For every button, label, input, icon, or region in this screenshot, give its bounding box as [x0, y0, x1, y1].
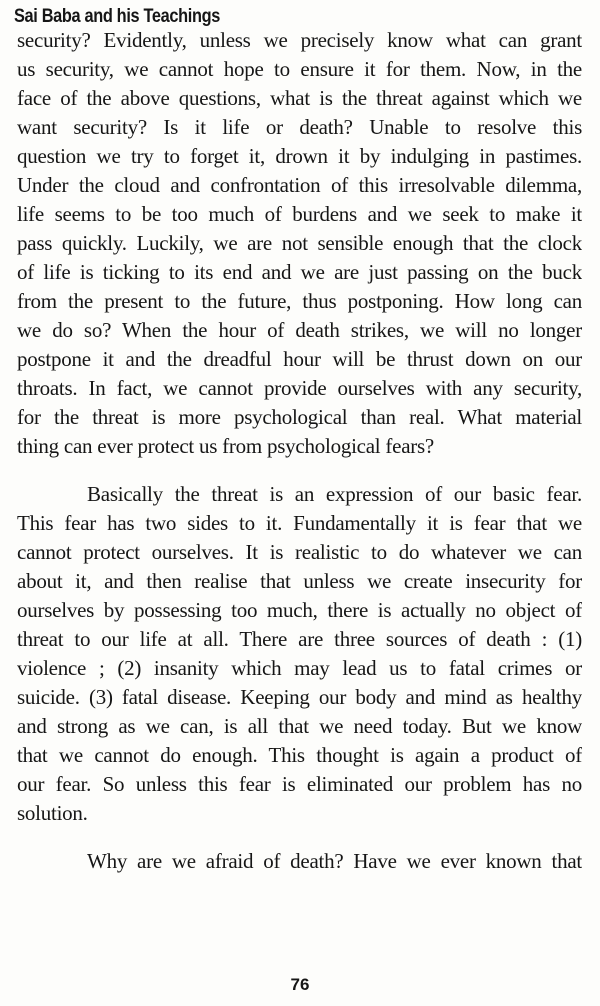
- text-line: about it, and then realise that unless we create insecurity for: [17, 569, 582, 593]
- text-line: pass quickly. Luckily, we are not sensible enough that the clock: [17, 231, 582, 255]
- text-line: cannot protect ourselves. It is realistic to do whatever we can: [17, 540, 582, 564]
- text-line: postpone it and the dreadful hour will be thrust down on our: [17, 347, 582, 371]
- text-line: and strong as we can, is all that we need today. But we know: [17, 714, 582, 738]
- text-line: ourselves by possessing too much, there is actually no object of: [17, 598, 582, 622]
- page-number: 76: [290, 975, 310, 994]
- text-line: This fear has two sides to it. Fundamentally it is fear that we: [17, 511, 582, 535]
- text-line: want security? Is it life or death? Unable to resolve this: [17, 115, 582, 139]
- text-line: life seems to be too much of burdens and we seek to make it: [17, 202, 582, 226]
- text-line: suicide. (3) fatal disease. Keeping our body and mind as healthy: [17, 685, 582, 709]
- text-line: our fear. So unless this fear is eliminated our problem has no: [17, 772, 582, 796]
- text-line: that we cannot do enough. This thought is again a product of: [17, 743, 582, 767]
- text-line: us security, we cannot hope to ensure it for them. Now, in the: [17, 57, 582, 81]
- text-line: threat to our life at all. There are three sources of death : (1): [17, 627, 582, 651]
- text-line: thing can ever protect us from psychological fears?: [17, 434, 435, 458]
- text-line: face of the above questions, what is the threat against which we: [17, 86, 582, 110]
- paragraph-first-line: Basically the threat is an expression of our basic fear.: [87, 482, 582, 506]
- text-line: throats. In fact, we cannot provide ourselves with any security,: [17, 376, 582, 400]
- text-line: Under the cloud and confrontation of this irresolvable dilemma,: [17, 173, 582, 197]
- text-line: from the present to the future, thus postponing. How long can: [17, 289, 582, 313]
- running-header: Sai Baba and his Teachings: [14, 6, 220, 27]
- paragraph-first-line: Why are we afraid of death? Have we ever known that: [87, 849, 582, 873]
- text-line: of life is ticking to its end and we are just passing on the buck: [17, 260, 582, 284]
- text-line: violence ; (2) insanity which may lead us to fatal crimes or: [17, 656, 582, 680]
- text-line: solution.: [17, 801, 88, 825]
- text-line: question we try to forget it, drown it by indulging in pastimes.: [17, 144, 582, 168]
- text-line: for the threat is more psychological than real. What material: [17, 405, 582, 429]
- text-line: security? Evidently, unless we precisely know what can grant: [17, 28, 582, 52]
- text-line: we do so? When the hour of death strikes, we will no longer: [17, 318, 582, 342]
